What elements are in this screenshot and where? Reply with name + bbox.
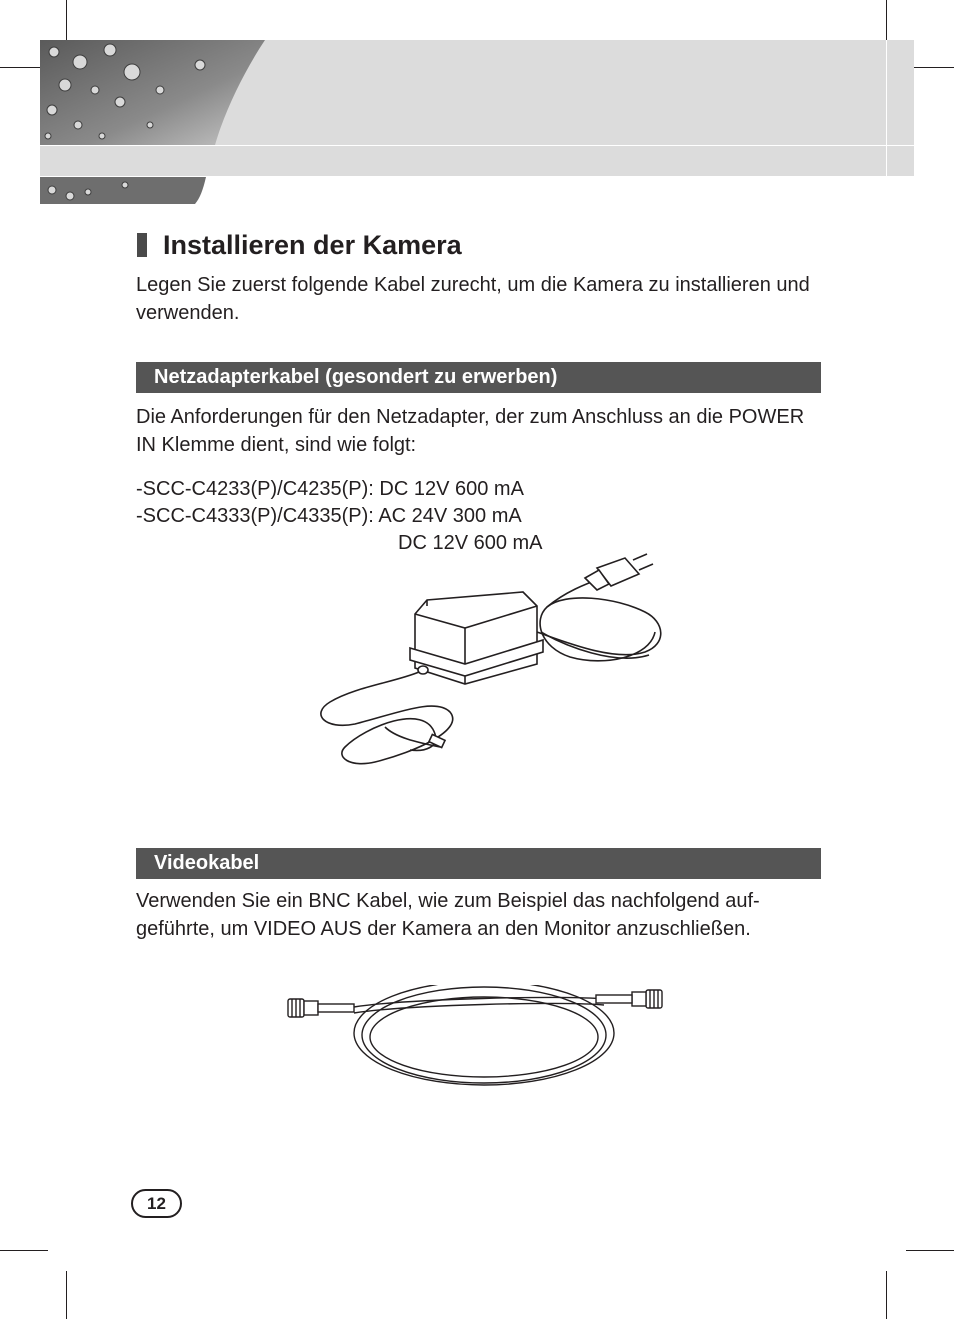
header-divider	[40, 145, 914, 146]
crop-mark	[886, 1271, 887, 1319]
spec-value: AC 24V 300 mA	[378, 505, 522, 527]
spec-line	[136, 503, 522, 530]
power-adapter-illustration	[315, 552, 665, 772]
spec-model: -SCC-C4233(P)/C4235(P):	[136, 478, 380, 500]
spec-value: DC 12V 600 mA	[398, 532, 543, 554]
crop-mark	[66, 1271, 67, 1319]
header-divider	[886, 40, 887, 176]
crop-mark	[0, 1250, 48, 1251]
video-cable-description: Verwenden Sie ein BNC Kabel, wie zum Beispiel das nachfolgend auf-geführte, um VIDEO AUS der Kamera an den Monitor anzuschließen.	[136, 890, 760, 940]
power-adapter-heading: Netzadapterkabel (gesondert zu erwerben)	[136, 362, 821, 393]
spec-line	[136, 476, 524, 503]
spec-model: -SCC-C4333(P)/C4335(P):	[136, 505, 379, 527]
video-cable-heading: Videokabel	[136, 848, 821, 879]
page-title: Installieren der Kamera	[163, 229, 462, 260]
intro-paragraph: Legen Sie zuerst folgende Kabel zurecht, um die Kamera zu installieren und verwenden.	[136, 274, 810, 324]
water-drops-graphic	[40, 40, 280, 204]
section-heading	[137, 228, 462, 262]
page-number: 12	[131, 1189, 182, 1218]
crop-mark	[906, 1250, 954, 1251]
bnc-cable-illustration	[284, 985, 668, 1095]
heading-marker	[137, 233, 147, 257]
spec-value: DC 12V 600 mA	[379, 478, 524, 500]
power-adapter-description: Die Anforderungen für den Netzadapter, der zum Anschluss an die POWER IN Klemme dient, sind wie folgt:	[136, 406, 805, 456]
